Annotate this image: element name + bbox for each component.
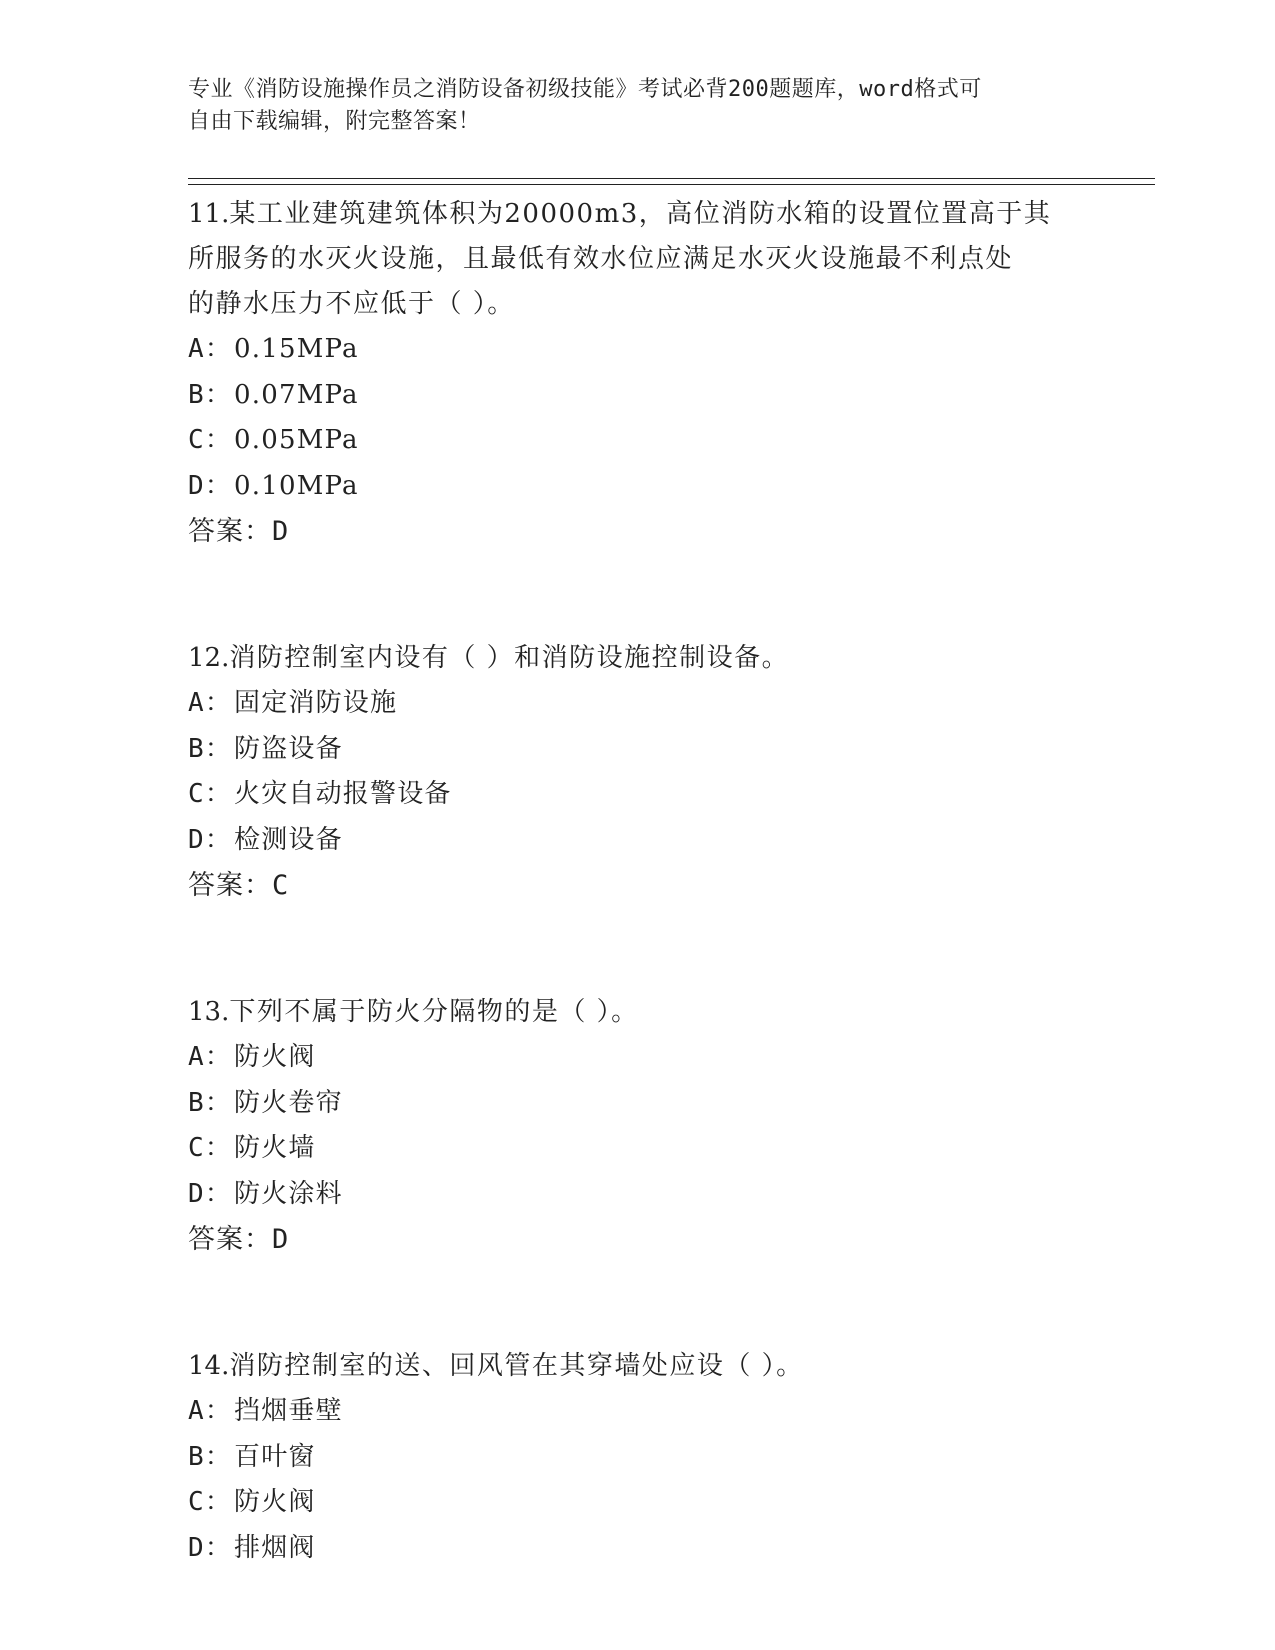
option-text: 排烟阀 (234, 1532, 316, 1563)
question-text-line: 消防控制室内设有（ ）和消防设施控制设备。 (229, 643, 790, 673)
question-text-line: 消防控制室的送、回风管在其穿墙处应设（ ）。 (229, 1351, 804, 1381)
answer-value: D (272, 1224, 290, 1255)
option-a (188, 1389, 1068, 1435)
option-a (188, 327, 1068, 373)
option-text: 0.07MPa (234, 379, 359, 410)
question-text (188, 192, 1068, 237)
option-b (188, 1435, 1068, 1481)
option-letter: A： (188, 688, 233, 718)
question-number: 13. (188, 997, 230, 1027)
option-a (188, 681, 1068, 727)
option-letter: B： (188, 1087, 233, 1118)
option-text: 防火阀 (234, 1042, 316, 1072)
option-letter: C： (188, 779, 233, 809)
answer-line (188, 509, 1068, 555)
answer-label: 答案： (188, 870, 272, 901)
answer-line (188, 1217, 1068, 1263)
option-letter: A： (188, 1396, 233, 1426)
option-letter: A： (188, 1042, 233, 1072)
question-text (188, 636, 1068, 681)
header-divider-top (188, 178, 1155, 179)
option-text: 0.15MPa (234, 334, 359, 364)
option-letter: B： (188, 379, 233, 410)
question-number: 11. (188, 199, 230, 229)
option-text: 防火阀 (234, 1487, 316, 1517)
question-text-line: 所服务的水灭火设施，且最低有效水位应满足水灭火设施最不利点处 (188, 244, 1014, 274)
option-text: 防盗设备 (234, 733, 343, 764)
option-letter: C： (188, 1487, 233, 1517)
option-text: 挡烟垂壁 (234, 1396, 343, 1426)
option-letter: C： (188, 425, 233, 455)
header-divider-bottom (188, 184, 1155, 185)
question-text-line: 下列不属于防火分隔物的是（ ）。 (229, 997, 639, 1027)
option-a (188, 1035, 1068, 1081)
option-c (188, 1480, 1068, 1526)
header-line-2: 自由下载编辑，附完整答案！ (188, 109, 481, 134)
option-d (188, 1172, 1068, 1218)
question-11 (188, 192, 1068, 555)
option-b (188, 727, 1068, 773)
option-d (188, 818, 1068, 864)
question-list (188, 192, 1068, 1571)
question-text-line: 的静水压力不应低于（ ）。 (188, 289, 515, 319)
option-letter: D： (188, 470, 233, 501)
option-text: 0.10MPa (234, 470, 359, 501)
option-text: 检测设备 (234, 824, 343, 855)
document-header (188, 74, 1088, 138)
option-letter: C： (188, 1133, 233, 1163)
option-d (188, 464, 1068, 510)
question-14 (188, 1344, 1068, 1571)
question-text-line: 某工业建筑建筑体积为20000m3，高位消防水箱的设置位置高于其 (229, 199, 1052, 229)
option-text: 0.05MPa (234, 425, 359, 455)
answer-label: 答案： (188, 516, 272, 547)
option-b (188, 1081, 1068, 1127)
option-d (188, 1526, 1068, 1572)
question-12 (188, 636, 1068, 909)
question-number: 14. (188, 1351, 230, 1381)
answer-label: 答案： (188, 1224, 272, 1255)
option-letter: D： (188, 824, 233, 855)
question-text (188, 990, 1068, 1035)
option-text: 火灾自动报警设备 (234, 779, 452, 809)
option-text: 防火墙 (234, 1133, 316, 1163)
option-letter: B： (188, 733, 233, 764)
option-letter: A： (188, 334, 233, 364)
option-text: 防火涂料 (234, 1178, 343, 1209)
option-text: 防火卷帘 (234, 1087, 343, 1118)
option-b (188, 373, 1068, 419)
header-line-1: 专业《消防设施操作员之消防设备初级技能》考试必背200题题库，word格式可 (188, 77, 982, 102)
question-13 (188, 990, 1068, 1263)
answer-line (188, 863, 1068, 909)
question-text (188, 1344, 1068, 1389)
option-text: 百叶窗 (234, 1441, 316, 1472)
question-number: 12. (188, 643, 230, 673)
option-c (188, 1126, 1068, 1172)
option-text: 固定消防设施 (234, 688, 398, 718)
option-letter: D： (188, 1178, 233, 1209)
answer-value: C (272, 870, 290, 901)
option-letter: D： (188, 1532, 233, 1563)
answer-value: D (272, 516, 290, 547)
option-c (188, 772, 1068, 818)
option-letter: B： (188, 1441, 233, 1472)
option-c (188, 418, 1068, 464)
